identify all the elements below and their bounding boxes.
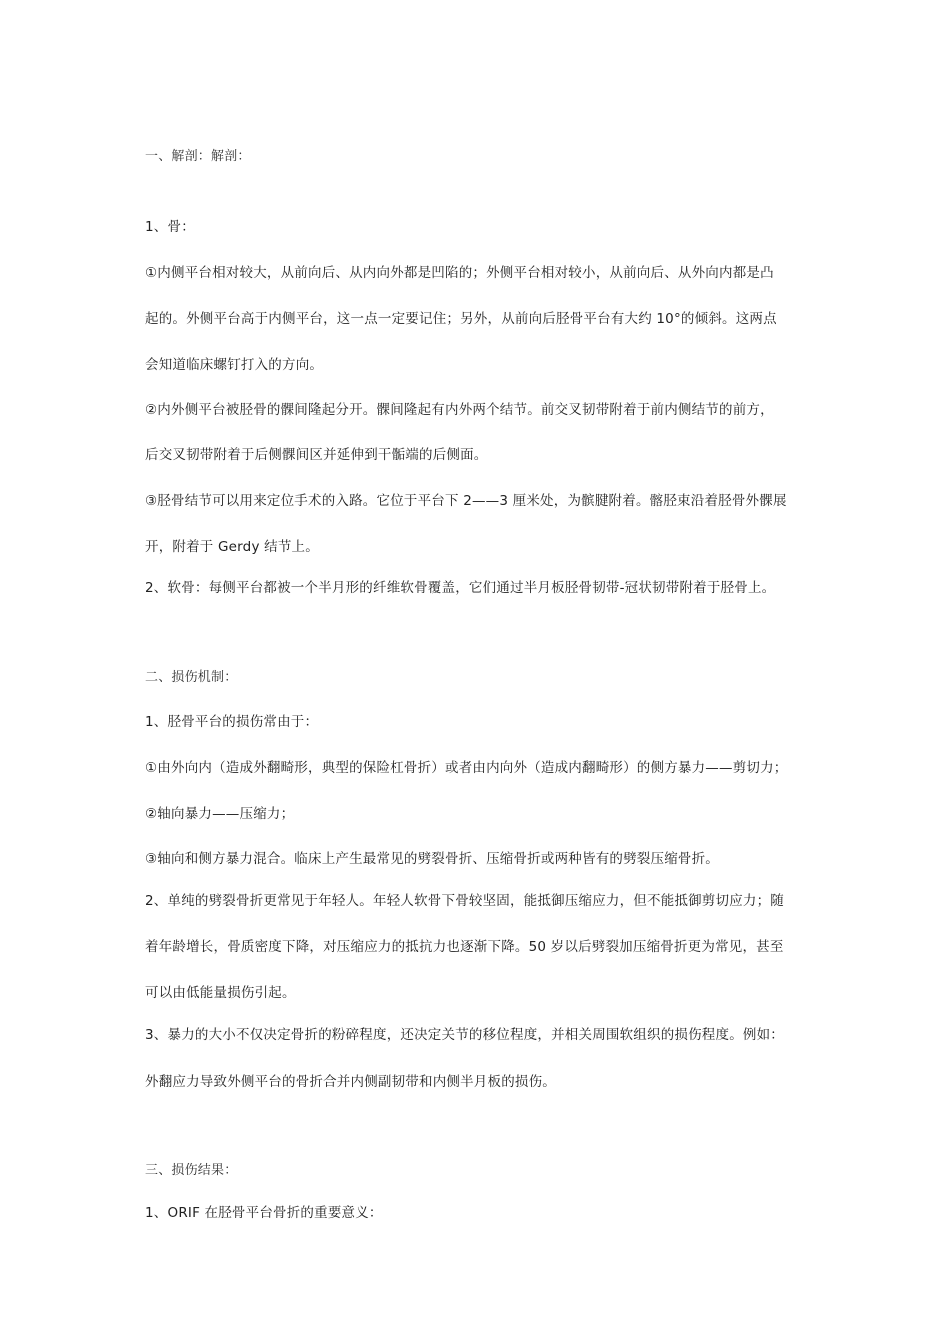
paragraph-line: 开，附着于 Gerdy 结节上。 — [145, 539, 319, 555]
paragraph-line: 3、暴力的大小不仅决定骨折的粉碎程度，还决定关节的移位程度，并相关周围软组织的损伤程度。例如： — [145, 1027, 784, 1043]
section-heading-mechanism: 二、损伤机制： — [145, 670, 238, 685]
paragraph-line: 1、胫骨平台的损伤常由于： — [145, 714, 319, 730]
section-heading-outcome: 三、损伤结果： — [145, 1163, 238, 1178]
paragraph-line: ①内侧平台相对较大，从前向后、从内向外都是凹陷的；外侧平台相对较小，从前向后、从外向内都是凸 — [145, 265, 774, 281]
paragraph-line: 1、ORIF 在胫骨平台骨折的重要意义： — [145, 1205, 383, 1221]
paragraph-line: 着年龄增长，骨质密度下降，对压缩应力的抵抗力也逐渐下降。50 岁以后劈裂加压缩骨折更为常见，甚至 — [145, 939, 784, 955]
paragraph-line: 2、软骨：每侧平台都被一个半月形的纤维软骨覆盖，它们通过半月板胫骨韧带-冠状韧带附着于胫骨上。 — [145, 580, 776, 596]
paragraph-line: 会知道临床螺钉打入的方向。 — [145, 357, 324, 373]
paragraph-line: 起的。外侧平台高于内侧平台，这一点一定要记住；另外，从前向后胫骨平台有大约 10°的倾斜。这两点 — [145, 311, 777, 327]
paragraph-line: 可以由低能量损伤引起。 — [145, 985, 296, 1001]
paragraph-line: ①由外向内（造成外翻畸形，典型的保险杠骨折）或者由内向外（造成内翻畸形）的侧方暴力——剪切力； — [145, 760, 788, 776]
paragraph-line: 外翻应力导致外侧平台的骨折合并内侧副韧带和内侧半月板的损伤。 — [145, 1074, 556, 1090]
paragraph-line: ②内外侧平台被胫骨的髁间隆起分开。髁间隆起有内外两个结节。前交叉韧带附着于前内侧结节的前方， — [145, 402, 774, 418]
paragraph-line: ③胫骨结节可以用来定位手术的入路。它位于平台下 2——3 厘米处，为髌腱附着。髂胫束沿着胫骨外髁展 — [145, 493, 787, 509]
paragraph-line: ②轴向暴力——压缩力； — [145, 806, 295, 822]
paragraph-line: 2、单纯的劈裂骨折更常见于年轻人。年轻人软骨下骨较坚固，能抵御压缩应力，但不能抵御剪切应力；随 — [145, 893, 784, 909]
paragraph-line: 后交叉韧带附着于后侧髁间区并延伸到干骺端的后侧面。 — [145, 447, 488, 463]
paragraph-line: 1、骨： — [145, 219, 195, 235]
section-heading-anatomy: 一、解剖：解剖： — [145, 149, 251, 164]
paragraph-line: ③轴向和侧方暴力混合。临床上产生最常见的劈裂骨折、压缩骨折或两种皆有的劈裂压缩骨折。 — [145, 851, 720, 867]
